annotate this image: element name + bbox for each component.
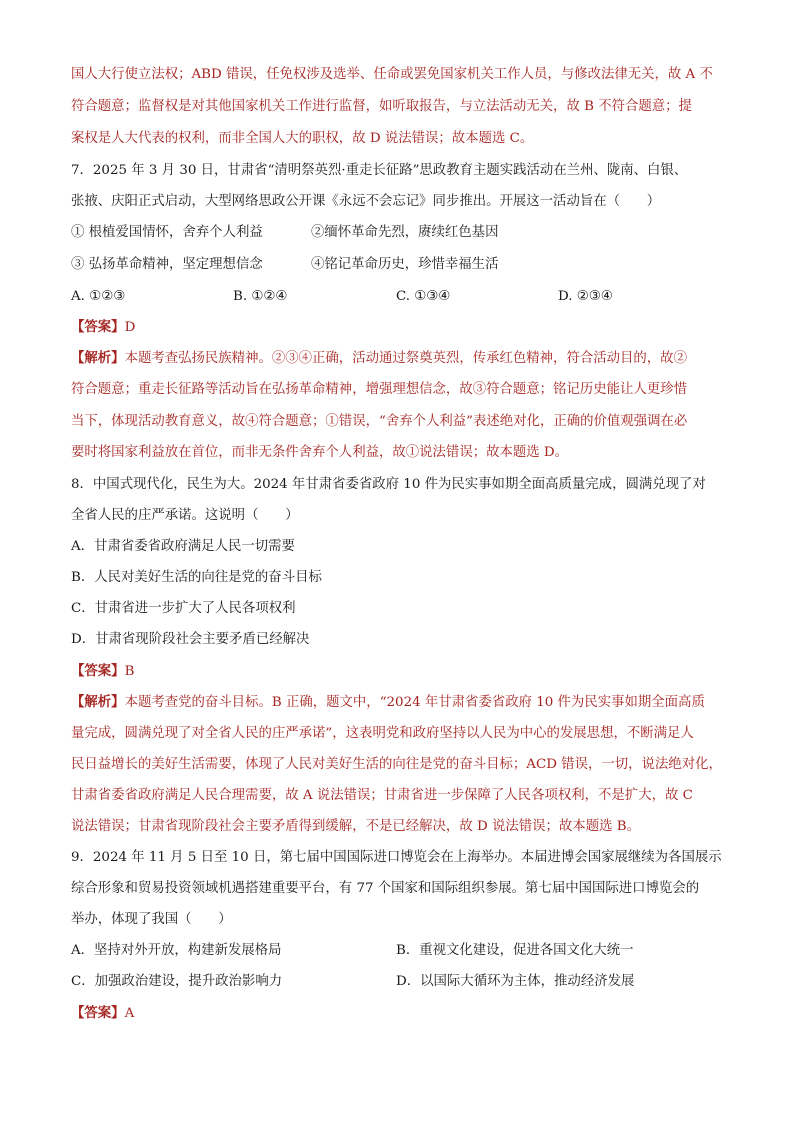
q9-option-a: A．坚持对外开放，构建新发展格局 (71, 943, 282, 958)
q7-analysis-line: 符合题意；重走长征路等活动旨在弘扬革命精神，增强理想信念，故③符合题意；铭记历史能让人更珍惜 (71, 382, 687, 397)
answer-value: A (124, 1006, 135, 1021)
analysis-label: 【解析】 (71, 350, 125, 366)
q7-statement-2: ②缅怀革命先烈，赓续红色基因 (311, 225, 499, 240)
prev-analysis-line: 符合题意；监督权是对其他国家机关工作进行监督，如听取报告，与立法活动无关，故 B 不符合题意；提 (71, 99, 692, 114)
q7-option-c: C. ①③④ (396, 289, 451, 304)
question-9-stem: 9．2024 年 11 月 5 日至 10 日，第七届中国国际进口博览会在上海举办。本届进博会国家展继续为各国展示 (71, 850, 722, 865)
q9-answer (71, 1003, 731, 1024)
answer-label: 【答案】 (71, 1005, 125, 1021)
answer-label: 【答案】 (71, 663, 125, 679)
q7-analysis-line: 要时将国家利益放在首位，而非无条件舍弃个人利益，故①说法错误；故本题选 D。 (71, 445, 569, 460)
q7-option-a: A. ①②③ (71, 289, 126, 304)
q8-analysis (71, 692, 731, 713)
q8-analysis-line: 民日益增长的美好生活需要，体现了人民对美好生活的向往是党的奋斗目标；ACD 错误，一切，说法绝对化， (71, 757, 722, 772)
question-8-stem: 8．中国式现代化，民生为大。2024 年甘肃省委省政府 10 件为民实事如期全面高质量完成，圆满兑现了对 (71, 477, 706, 492)
q8-analysis-line: 甘肃省委省政府满足人民合理需要，故 A 说法错误；甘肃省进一步保障了人民各项权利，不是扩大，故 C (71, 788, 693, 803)
answer-label: 【答案】 (71, 319, 125, 335)
analysis-text: 本题考查党的奋斗目标。B 正确，题文中，“2024 年甘肃省委省政府 10 件为民实事如期全面高质 (124, 695, 705, 710)
prev-analysis-line: 国人大行使立法权；ABD 错误，任免权涉及选举、任命或罢免国家机关工作人员，与修改法律无关，故 A 不 (71, 67, 713, 82)
q9-option-b: B．重视文化建设，促进各国文化大统一 (396, 943, 634, 958)
q7-option-b: B. ①②④ (233, 289, 288, 304)
question-7-stem: 张掖、庆阳正式启动，大型网络思政公开课《永远不会忘记》同步推出。开展这一活动旨在（ ） (71, 194, 661, 209)
question-8-stem: 全省人民的庄严承诺。这说明（ ） (71, 508, 299, 523)
q9-option-c: C．加强政治建设，提升政治影响力 (71, 974, 283, 989)
analysis-text: 本题考查弘扬民族精神。②③④正确，活动通过祭奠英烈，传承红色精神，符合活动目的，故② (124, 351, 687, 366)
q8-analysis-line: 说法错误；甘肃省现阶段社会主要矛盾得到缓解，不是已经解决，故 D 说法错误；故本题选 B。 (71, 819, 640, 834)
q7-statement-4: ④铭记革命历史，珍惜幸福生活 (311, 257, 499, 272)
q7-answer (71, 317, 731, 338)
analysis-label: 【解析】 (71, 694, 125, 710)
question-9-stem: 举办，体现了我国（ ） (71, 912, 232, 927)
q8-answer (71, 661, 731, 682)
q7-option-d: D. ②③④ (558, 289, 613, 304)
q7-statement-3: ③ 弘扬革命精神，坚定理想信念 (71, 257, 263, 272)
answer-value: B (124, 664, 135, 679)
q8-option-b: B．人民对美好生活的向往是党的奋斗目标 (71, 570, 322, 585)
q9-option-d: D．以国际大循环为主体，推动经济发展 (396, 974, 635, 989)
answer-value: D (124, 320, 136, 335)
q8-option-a: A．甘肃省委省政府满足人民一切需要 (71, 539, 295, 554)
question-9-stem: 综合形象和贸易投资领域机遇搭建重要平台，有 77 个国家和国际组织参展。第七届中国国际进口博览会的 (71, 881, 700, 896)
prev-analysis-line: 案权是人大代表的权利，而非全国人大的职权，故 D 说法错误；故本题选 C。 (71, 131, 534, 146)
question-7-stem: 7．2025 年 3 月 30 日，甘肃省“清明祭英烈·重走长征路”思政教育主题实践活动在兰州、陇南、白银、 (71, 163, 688, 178)
q7-analysis (71, 348, 731, 369)
q8-option-c: C．甘肃省进一步扩大了人民各项权利 (71, 601, 296, 616)
q8-analysis-line: 量完成，圆满兑现了对全省人民的庄严承诺”，这表明党和政府坚持以人民为中心的发展思想，不断满足人 (71, 726, 694, 741)
q7-statement-1: ① 根植爱国情怀，舍弃个人利益 (71, 225, 263, 240)
q7-analysis-line: 当下，体现活动教育意义，故④符合题意；①错误，“舍弃个人利益”表述绝对化，正确的价值观强调在必 (71, 414, 688, 429)
q8-option-d: D．甘肃省现阶段社会主要矛盾已经解决 (71, 632, 310, 647)
